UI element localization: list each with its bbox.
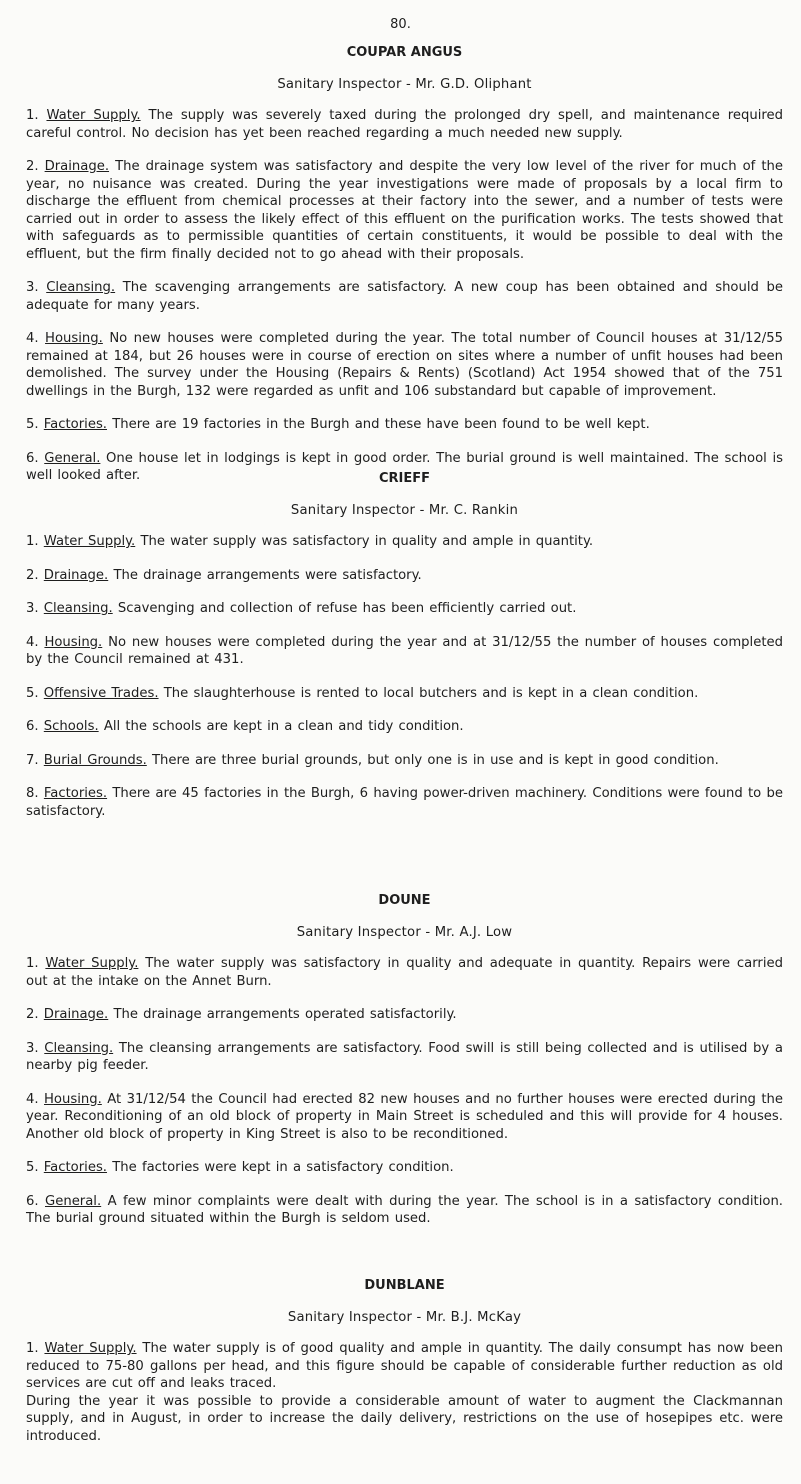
item-number: 5. [26,685,39,701]
sanitary-inspector-line: Sanitary Inspector - Mr. C. Rankin [290,502,519,518]
item-cleansing [26,600,783,618]
item-factories [26,416,783,434]
item-text: One house let in lodgings is kept in good order. The burial ground is well maintained. The school is well looked after. [26,450,783,483]
item-number: 2. [26,567,39,583]
item-heading: Housing. [45,331,103,346]
item-heading: General. [44,450,101,466]
item-text: The factories were kept in a satisfactory condition. [112,1160,454,1175]
item-housing [26,1091,783,1144]
item-number: 7. [26,752,39,768]
item-number: 6. [26,719,39,734]
item-text: The drainage arrangements were satisfactory. [113,567,422,583]
item-number: 1. [26,956,39,971]
item-text: All the schools are kept in a clean and tidy condition. [103,719,464,734]
item-heading: Offensive Trades. [43,685,159,701]
item-text: Scavenging and collection of refuse has been efficiently carried out. [117,601,577,616]
item-heading: Cleansing. [46,280,116,295]
item-schools [26,718,783,736]
item-number: 6. [26,450,39,466]
item-heading: Water Supply. [43,534,136,549]
section-title: DOUNE [378,893,431,908]
item-cleansing [26,279,783,314]
item-heading: Water Supply. [46,108,141,123]
item-number: 4. [26,331,39,346]
item-number: 5. [26,1160,39,1175]
item-number: 2. [26,1007,39,1022]
item-number: 8. [26,786,39,801]
item-heading: General. [45,1193,102,1209]
item-text: The water supply was satisfactory in quality and ample in quantity. [140,534,594,549]
item-continuation: During the year it was possible to provide a considerable amount of water to augment the Clackmannan supply, and in August, in order to increase the daily delivery, restrictions on the use of hosepipes etc. were introduced. [26,1393,783,1444]
item-water-supply [26,955,783,990]
item-heading: Cleansing. [44,1040,114,1056]
item-heading: Housing. [44,1091,102,1107]
item-number: 6. [26,1193,39,1209]
item-text: At 31/12/54 the Council had erected 82 new houses and no further houses were erected during the year. Reconditioning of an old block of property in Main Street is scheduled and this will provide for 4 houses. Another old block of property in King Street is also to be reconditioned. [26,1091,783,1142]
item-number: 5. [26,417,39,432]
page-number: 80. [390,17,411,32]
sanitary-inspector-line: Sanitary Inspector - Mr. A.J. Low [296,924,513,940]
item-text: The water supply was satisfactory in quality and adequate in quantity. Repairs were carried out at the intake on the Annet Burn. [26,956,783,989]
item-heading: Factories. [43,417,108,432]
item-water-supply [26,1340,783,1393]
item-text: The slaughterhouse is rented to local butchers and is kept in a clean condition. [163,685,699,701]
item-heading: Housing. [44,634,103,650]
item-housing [26,634,783,669]
item-number: 4. [26,634,39,650]
item-heading: Drainage. [43,1007,109,1022]
item-number: 3. [26,1040,39,1056]
item-heading: Factories. [43,1160,108,1175]
item-text: The drainage system was satisfactory and despite the very low level of the river for much of the year, no nuisance was created. During the year investigations were made of proposals by a local firm to discharge the effluent from chemical processes at their factory into the sewer, and a number of tests were carried out in order to assess the likely effect of this effluent on the purification works. The tests showed that with safeguards as to permissible quantities of certain constituents, it would be possible to deal with the effluent, but the firm finally decided not to go ahead with their proposals. [26,159,783,262]
item-text: A few minor complaints were dealt with during the year. The school is in a satisfactory condition. The burial ground situated within the Burgh is seldom used. [26,1193,783,1226]
item-text: No new houses were completed during the year. The total number of Council houses at 31/12/55 remained at 184, but 26 houses were in course of erection on sites where a number of unfit houses had been demolished. The survey under the Housing (Repairs & Rents) (Scotland) Act 1954 showed that of the 751 dwellings in the Burgh, 132 were regarded as unfit and 106 substandard but capable of improvement. [26,331,783,399]
section-title: COUPAR ANGUS [346,45,463,60]
item-text: The scavenging arrangements are satisfactory. A new coup has been obtained and should be adequate for many years. [26,280,783,313]
item-heading: Water Supply. [44,1341,137,1356]
section-crieff [26,470,783,836]
item-number: 3. [26,601,39,616]
item-heading: Water Supply. [45,956,139,971]
item-text: The supply was severely taxed during the prolonged dry spell, and maintenance required careful control. No decision has yet been reached regarding a much needed new supply. [26,108,783,141]
item-water-supply [26,533,783,551]
sanitary-inspector-line: Sanitary Inspector - Mr. G.D. Oliphant [277,76,532,92]
item-housing [26,330,783,400]
item-heading: Drainage. [44,159,110,174]
item-text: No new houses were completed during the year and at 31/12/55 the number of houses completed by the Council remained at 431. [26,634,783,667]
section-title: DUNBLANE [364,1278,445,1293]
item-water-supply [26,107,783,142]
section-coupar-angus [26,44,783,501]
item-drainage [26,567,783,585]
item-text: There are 45 factories in the Burgh, 6 having power-driven machinery. Conditions were found to be satisfactory. [26,786,783,819]
item-text: The cleansing arrangements are satisfactory. Food swill is still being collected and is utilised by a nearby pig feeder. [26,1040,783,1073]
item-text: The water supply is of good quality and ample in quantity. The daily consumpt has now been reduced to 75-80 gallons per head, and this figure should be capable of considerable further reduction as old services are cut off and leaks traced. [26,1341,783,1391]
section-doune [26,892,783,1244]
item-text: The drainage arrangements operated satisfactorily. [113,1007,457,1022]
item-heading: Cleansing. [43,601,113,616]
item-offensive-trades [26,685,783,703]
item-heading: Schools. [43,719,99,734]
item-burial-grounds [26,752,783,770]
item-number: 4. [26,1091,39,1107]
item-number: 1. [26,534,39,549]
item-heading: Burial Grounds. [43,752,147,768]
item-number: 2. [26,159,39,174]
item-number: 3. [26,280,39,295]
item-number: 1. [26,1341,39,1356]
item-factories [26,1159,783,1177]
section-title: CRIEFF [378,471,431,486]
item-drainage [26,158,783,263]
item-number: 1. [26,108,39,123]
item-heading: Factories. [43,786,108,801]
item-general [26,1193,783,1228]
item-heading: Drainage. [43,567,109,583]
item-cleansing [26,1040,783,1075]
item-drainage [26,1006,783,1024]
sanitary-inspector-line: Sanitary Inspector - Mr. B.J. McKay [287,1309,522,1325]
item-text: There are three burial grounds, but only one is in use and is kept in good condition. [152,752,719,768]
section-dunblane [26,1277,783,1445]
item-factories [26,785,783,820]
item-text: There are 19 factories in the Burgh and these have been found to be well kept. [112,417,650,432]
